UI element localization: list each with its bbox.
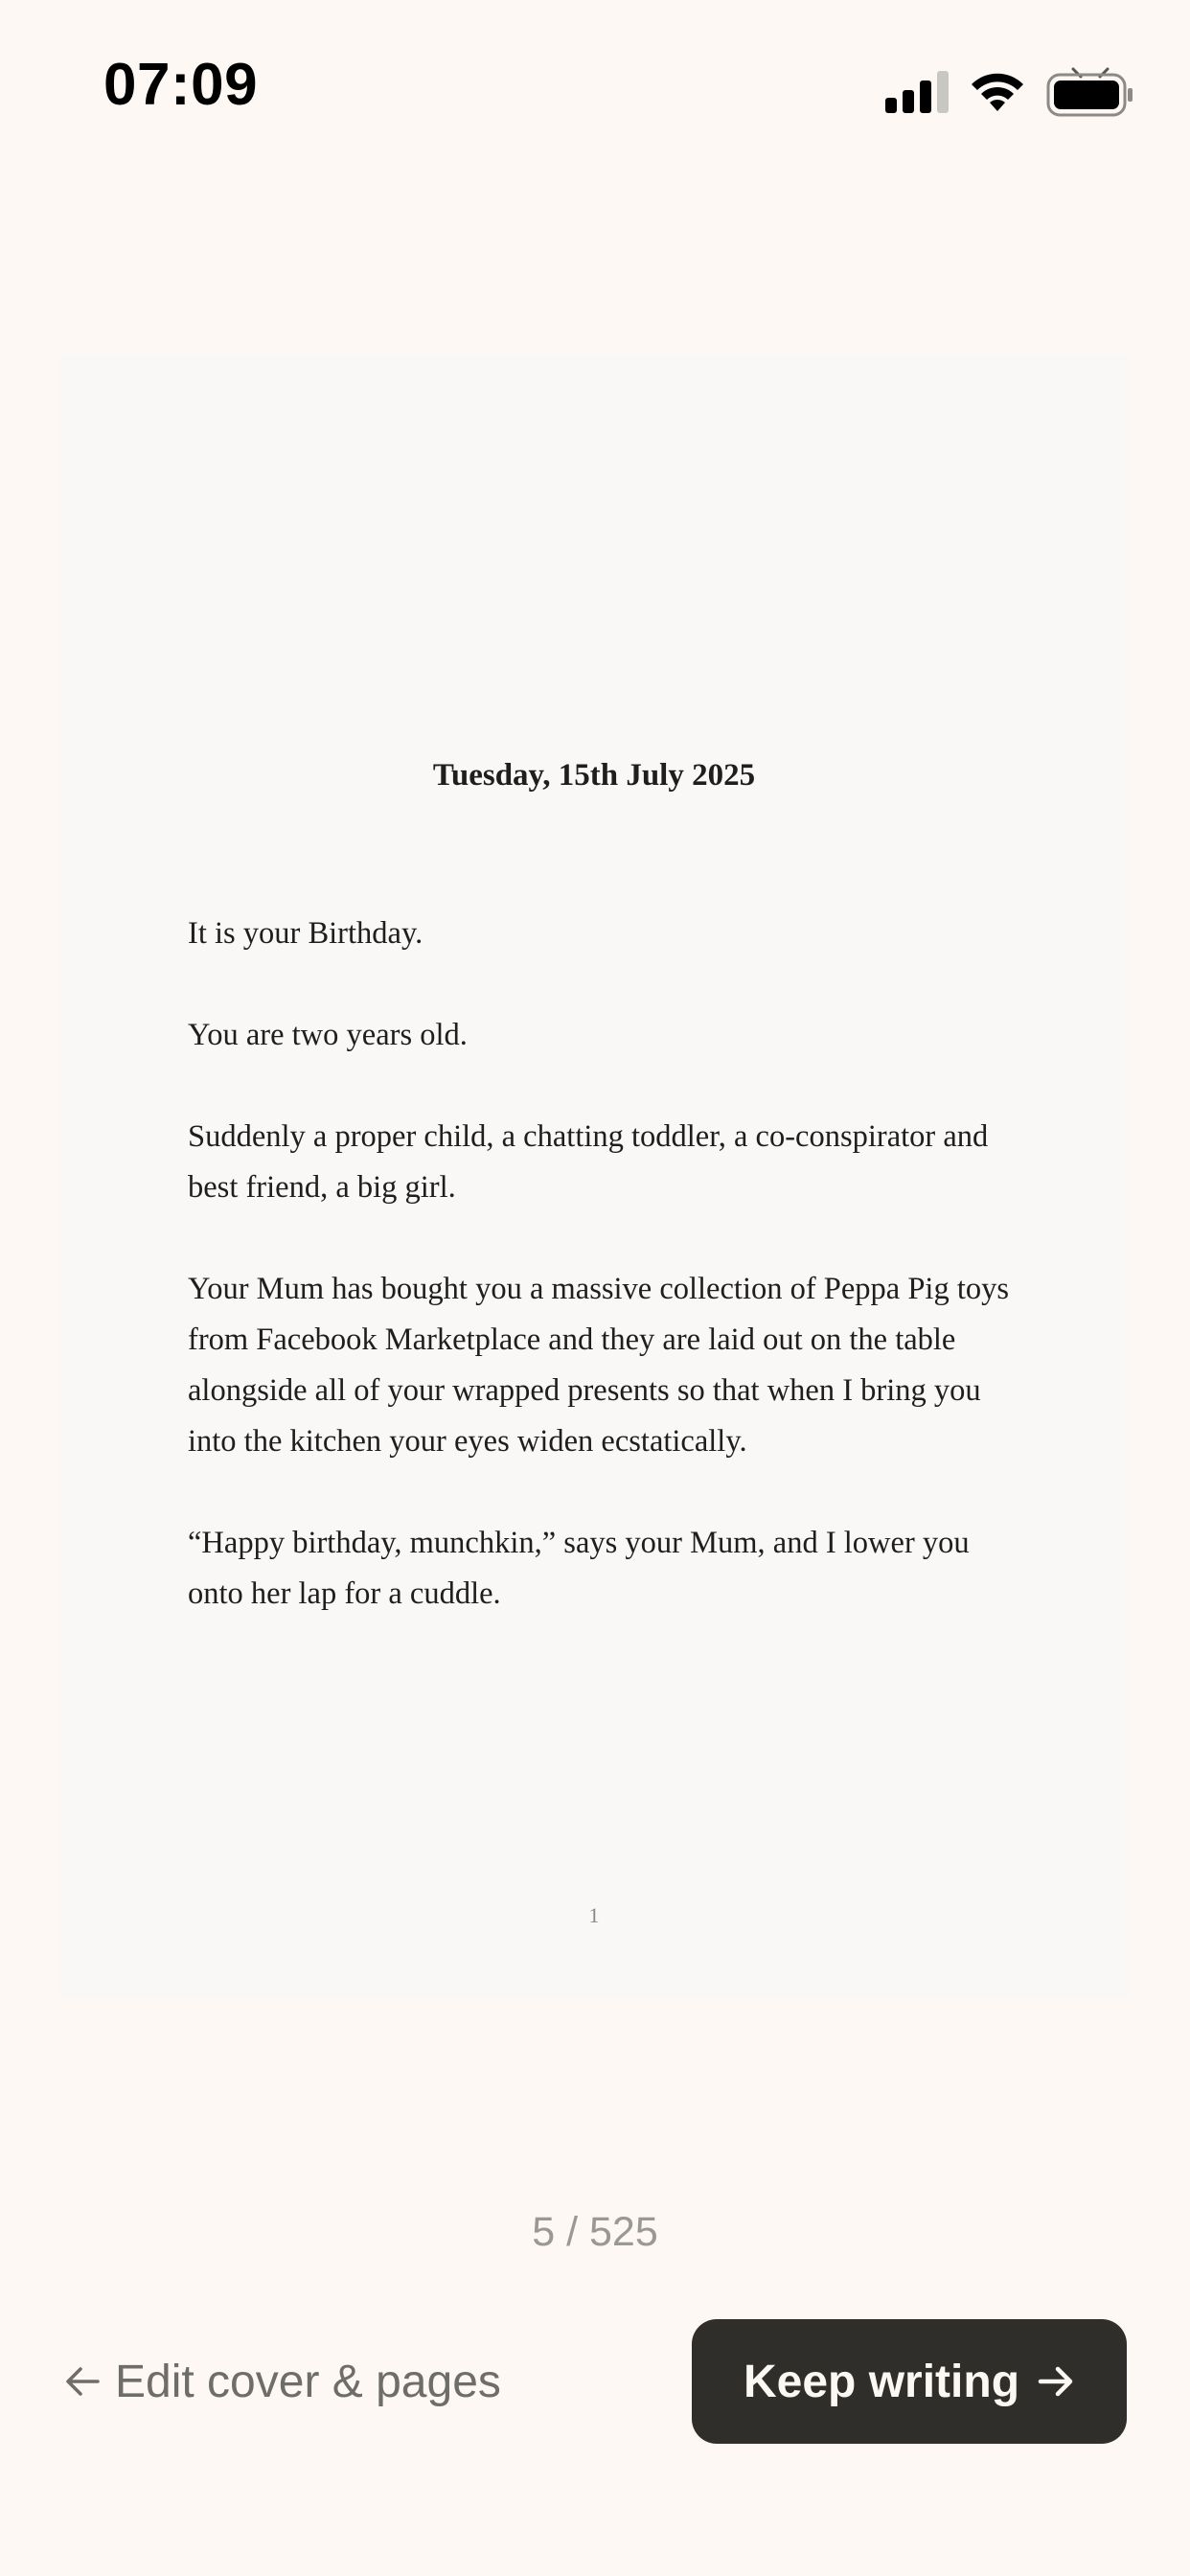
page-paragraph: You are two years old. bbox=[188, 1018, 468, 1052]
book-page-preview[interactable] bbox=[59, 355, 1129, 1999]
wifi-icon bbox=[970, 71, 1025, 113]
edit-cover-pages-label: Edit cover & pages bbox=[115, 2356, 501, 2407]
keep-writing-label: Keep writing bbox=[743, 2356, 1020, 2407]
battery-icon bbox=[1046, 65, 1134, 119]
page-body bbox=[188, 908, 1031, 1670]
arrow-left-icon bbox=[63, 2362, 102, 2401]
cellular-signal-icon bbox=[885, 71, 949, 113]
edit-cover-pages-button[interactable] bbox=[63, 2338, 501, 2425]
page-number: 1 bbox=[588, 1903, 600, 1927]
page-counter: 5 / 525 bbox=[532, 2209, 658, 2255]
page-paragraph: “Happy birthday, munchkin,” says your Mum, and I lower you onto her lap for a cuddle. bbox=[188, 1526, 970, 1611]
page-paragraph: It is your Birthday. bbox=[188, 916, 423, 951]
keep-writing-button[interactable] bbox=[692, 2319, 1127, 2444]
page-paragraph: Suddenly a proper child, a chatting toddler, a co-conspirator and best friend, a big girl. bbox=[188, 1119, 989, 1205]
status-bar bbox=[0, 0, 1190, 192]
page-date-heading: Tuesday, 15th July 2025 bbox=[432, 758, 756, 793]
status-time: 07:09 bbox=[103, 52, 259, 118]
page-paragraph: Your Mum has bought you a massive collection of Peppa Pig toys from Facebook Marketplace and they are laid out on the table alongside all of your wrapped presents so that when I bring you into the kitchen your eyes widen ecstatically. bbox=[188, 1272, 1009, 1459]
arrow-right-icon bbox=[1037, 2362, 1075, 2401]
status-icons bbox=[885, 65, 1134, 119]
